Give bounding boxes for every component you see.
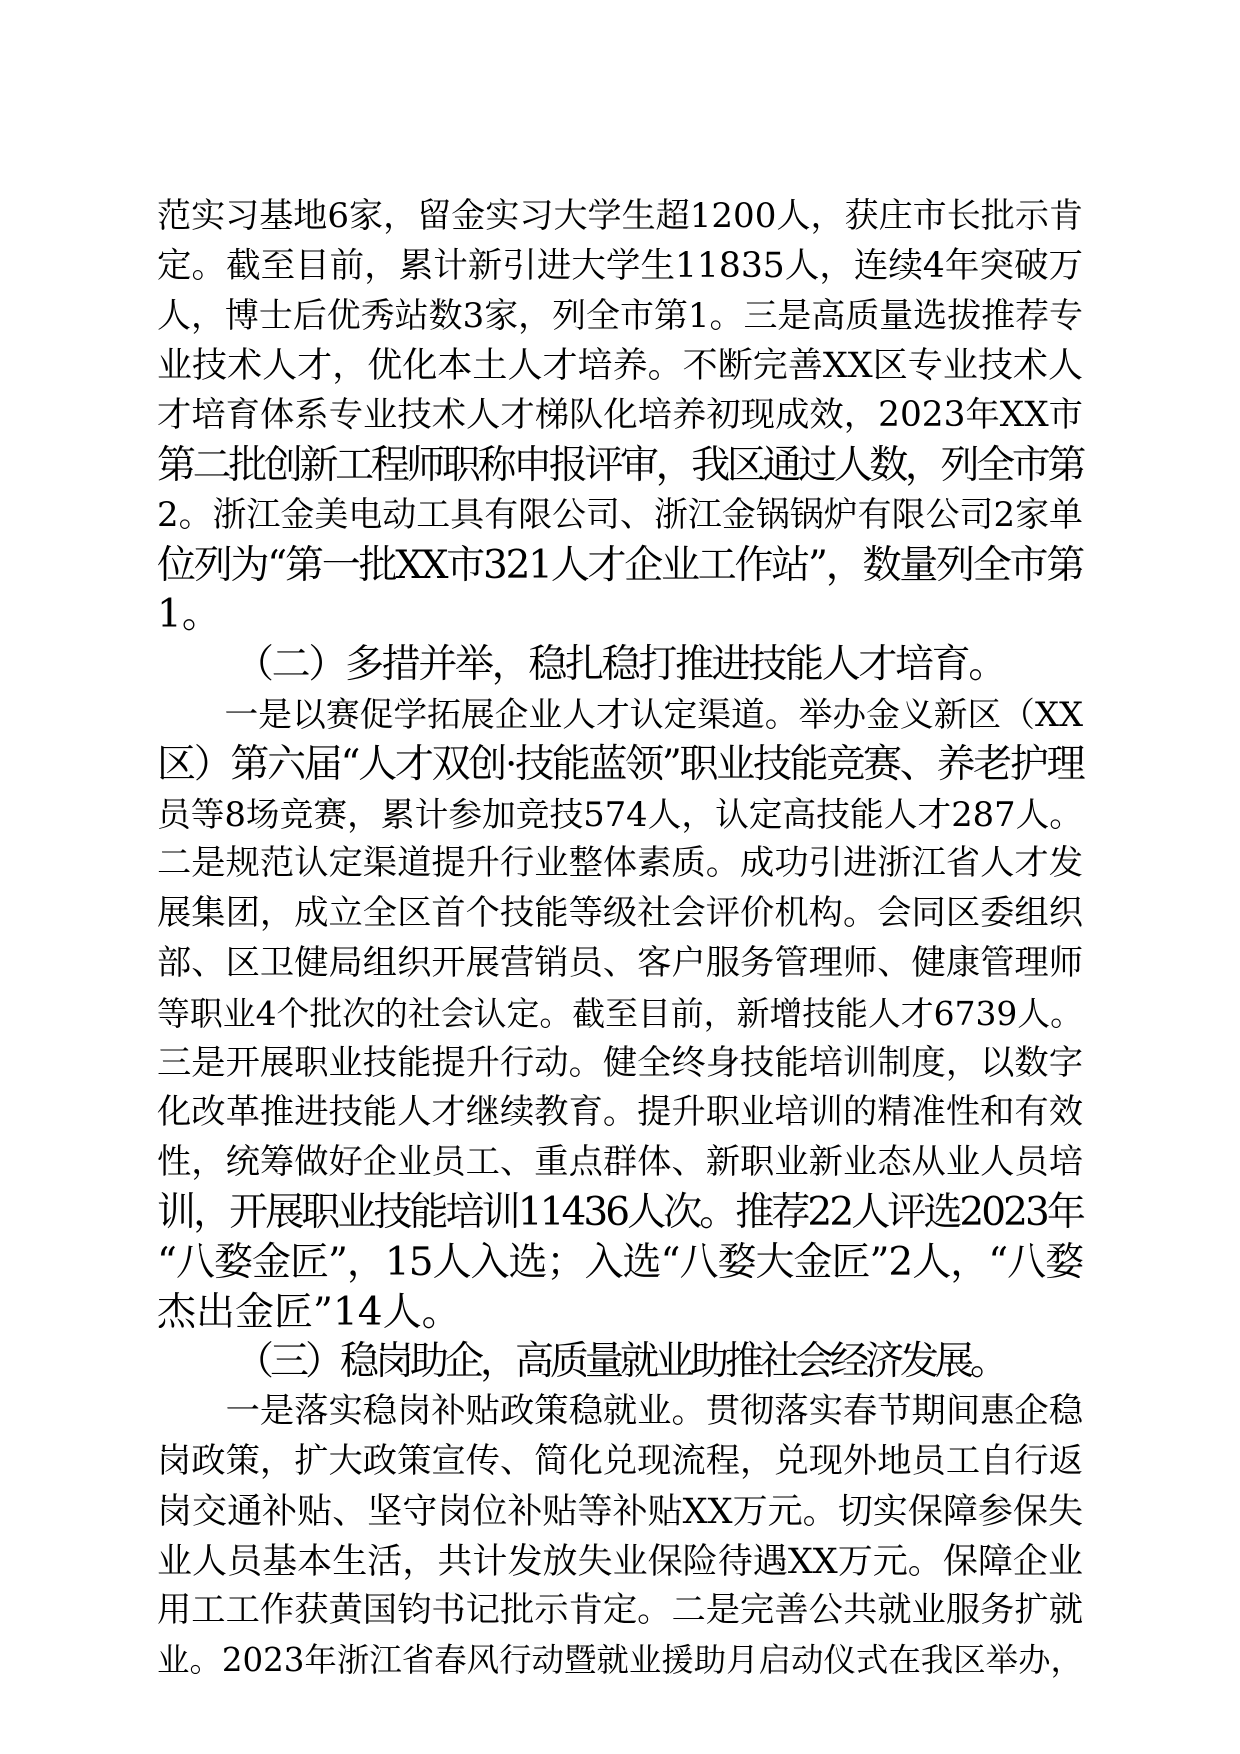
text-line: 性，统筹做好企业员工、重点群体、新职业新业态从业人员培 (157, 1142, 1083, 1183)
text-line: 岗交通补贴、坚守岗位补贴等补贴XX万元。切实保障参保失 (157, 1490, 1083, 1532)
text-line: 人，博士后优秀站数3家，列全市第1。三是高质量选拔推荐专 (157, 295, 1083, 336)
text-line: 业人员基本生活，共计发放失业保险待遇XX万元。保障企业 (157, 1540, 1083, 1582)
text-line: 一是落实稳岗补贴政策稳就业。贯彻落实春节期间惠企稳 (157, 1391, 1083, 1432)
text-line: 业技术人才，优化本土人才培养。不断完善XX区专业技术人 (157, 345, 1083, 387)
text-line: 二是规范认定渠道提升行业整体素质。成功引进浙江省人才发 (157, 843, 1083, 884)
text-line: 业。2023年浙江省春风行动暨就业援助月启动仪式在我区举办， (157, 1641, 1083, 1680)
text-line: 三是开展职业技能提升行动。健全终身技能培训制度，以数字 (157, 1042, 1083, 1083)
document-body (157, 192, 1083, 1686)
section-heading-2 (157, 640, 1083, 690)
text-line: 部、区卫健局组织开展营销员、客户服务管理师、健康管理师 (157, 942, 1083, 983)
text-line: 一是以赛促学拓展企业人才认定渠道。举办金义新区（XX (157, 694, 1083, 734)
text-line: 展集团，成立全区首个技能等级社会评价机构。会同区委组织 (157, 893, 1083, 934)
text-line: “八婺金匠”，15人入选；入选“八婺大金匠”2人，“八婺 (157, 1239, 1084, 1285)
text-line: 员等8场竞赛，累计参加竞技574人，认定高技能人才287人。 (157, 794, 1083, 834)
text-line: 区）第六届“人才双创·技能蓝领”职业技能竞赛、养老护理 (157, 741, 1084, 787)
text-line: 岗政策，扩大政策宣传、简化兑现流程，兑现外地员工自行返 (157, 1440, 1083, 1481)
paragraph-section-3 (157, 1387, 1083, 1686)
text-line: 第二批创新工程师职称申报评审，我区通过人数，列全市第 (157, 442, 1084, 488)
text-line: 定。截至目前，累计新引进大学生11835人，连续4年突破万 (157, 245, 1083, 286)
paragraph-section-2 (157, 690, 1083, 1337)
text-line: 训，开展职业技能培训11436人次。推荐22人评选2023年 (157, 1189, 1083, 1235)
text-line: 杰出金匠”14人。 (157, 1289, 461, 1335)
paragraph-intro (157, 192, 1083, 640)
heading-text: （二）多措并举，稳扎稳打推进技能人才培育。 (235, 642, 1006, 688)
text-line: 位列为“第一批XX市321人才企业工作站”，数量列全市第 (157, 542, 1083, 588)
text-line: 2。浙江金美电动工具有限公司、浙江金锅锅炉有限公司2家单 (157, 494, 1083, 535)
heading-text: （三）稳岗助企，高质量就业助推社会经济发展。 (235, 1339, 1006, 1385)
text-line: 用工工作获黄国钧书记批示肯定。二是完善公共就业服务扩就 (157, 1590, 1083, 1631)
text-line: 才培育体系专业技术人才梯队化培养初现成效，2023年XX市 (157, 395, 1083, 436)
text-line: 等职业4个批次的社会认定。截至目前，新增技能人才6739人。 (157, 993, 1084, 1033)
text-line: 1。 (157, 592, 221, 638)
section-heading-3 (157, 1337, 1083, 1387)
text-line: 范实习基地6家，留金实习大学生超1200人，获庄市长批示肯 (157, 196, 1083, 236)
text-line: 化改革推进技能人才继续教育。提升职业培训的精准性和有效 (157, 1092, 1083, 1133)
